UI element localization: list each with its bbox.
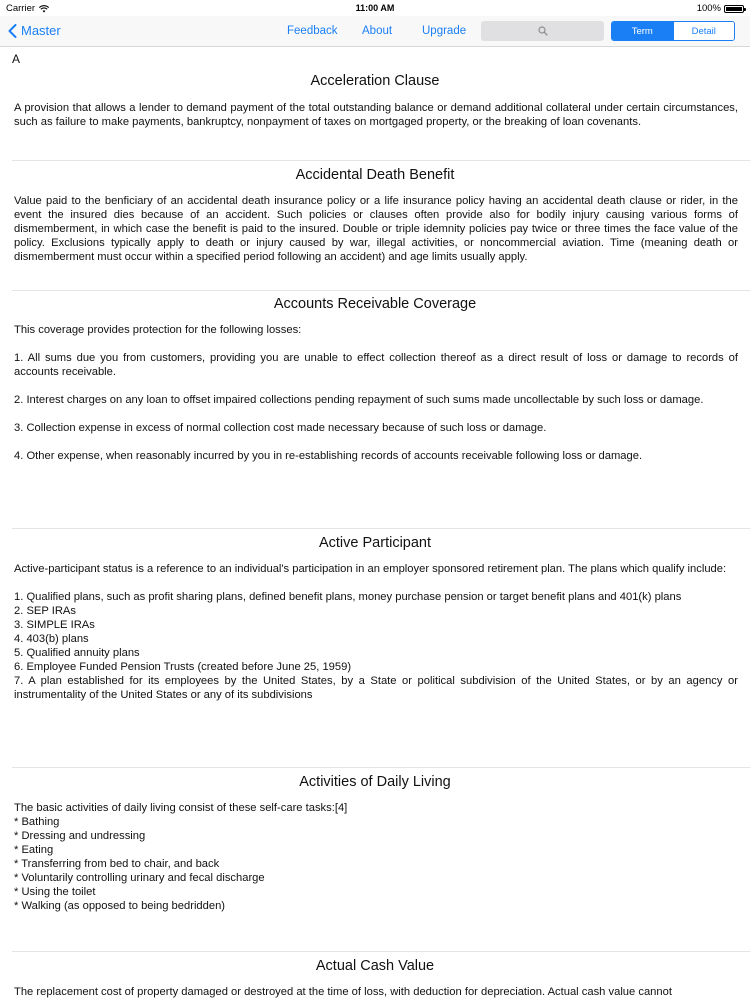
entry-title: Acceleration Clause xyxy=(310,73,440,89)
list-item: 3. SIMPLE IRAs xyxy=(14,619,95,631)
entry-paragraph: The replacement cost of property damaged or destroyed at the time of loss, with deduction for depreciation. Actual cash value cannot xyxy=(14,986,672,998)
section-letter: A xyxy=(12,52,21,66)
navigation-bar xyxy=(0,16,750,47)
entry-body xyxy=(14,801,738,913)
list-item: 4. 403(b) plans xyxy=(14,633,89,645)
carrier-label: Carrier xyxy=(6,3,36,14)
upgrade-link[interactable]: Upgrade xyxy=(422,25,467,37)
entry-paragraph: 2. Interest charges on any loan to offset impaired collections pending repayment of such sums made uncollectable by such loss or damage. xyxy=(14,394,704,406)
battery-icon xyxy=(724,5,744,13)
list-item: * Transferring from bed to chair, and back xyxy=(14,858,220,870)
list-item: * Eating xyxy=(14,844,54,856)
list-item: 7. A plan established for its employees by the United States, by a State or political subdivision of the United States, or by an agency or instrumentality of the United States or any of its subdivisions xyxy=(14,675,738,701)
entry-paragraph: This coverage provides protection for the following losses: xyxy=(14,324,302,336)
term-detail-segmented-control xyxy=(611,21,735,41)
status-bar xyxy=(0,0,750,16)
entry-paragraph: A provision that allows a lender to demand payment of the total outstanding balance or demand additional collateral under certain circumstances, such as failure to make payments, bankruptcy, nonpayment of taxes on mortgaged property, or the breaking of loan covenants. xyxy=(14,102,738,128)
entry-body xyxy=(14,101,738,129)
entry-paragraph: Value paid to the benficiary of an accidental death insurance policy or a life insurance policy having an accidental death clause or rider, in the event the insured dies because of an accident. Such policies or clauses often provide also for bodily injury causing various forms of dismemberment, in which case the benefit is paid to the insured. Double or triple idemnity policies pay twice or three times the face value of the policy. Exclusions typically apply to death or injury caused by war, illegal activities, or noncommercial aviation. Time (meaning death or dismemberment must occur within a specified period following an accident) and age limits usually apply. xyxy=(14,195,738,263)
entry-paragraph: 1. All sums due you from customers, providing you are unable to effect collection thereof as a direct result of loss or damage to records of accounts receivable. xyxy=(14,352,738,378)
list-item: * Walking (as opposed to being bedridden) xyxy=(14,900,226,912)
entry-title: Accidental Death Benefit xyxy=(295,167,455,183)
glossary-entry xyxy=(0,167,750,264)
list-item: * Dressing and undressing xyxy=(14,830,146,842)
entry-divider xyxy=(12,951,750,952)
list-item: 2. SEP IRAs xyxy=(14,605,76,617)
back-button-label: Master xyxy=(21,23,61,38)
entry-title: Active Participant xyxy=(318,535,432,551)
entry-body xyxy=(14,562,738,702)
glossary-entry xyxy=(0,774,750,913)
entry-divider xyxy=(12,528,750,529)
battery-indicator xyxy=(697,3,744,14)
search-icon xyxy=(538,26,548,36)
entry-paragraph: 3. Collection expense in excess of normal collection cost made necessary because of such loss or damage. xyxy=(14,422,547,434)
list-item: 1. Qualified plans, such as profit sharing plans, defined benefit plans, money purchase pension or target benefit plans and 401(k) plans xyxy=(14,591,682,603)
list-item: * Voluntarily controlling urinary and fecal discharge xyxy=(14,872,265,884)
segment-detail[interactable]: Detail xyxy=(673,22,735,40)
list-item: * Using the toilet xyxy=(14,886,96,898)
entry-paragraph: 4. Other expense, when reasonably incurred by you in re-establishing records of accounts receivable following loss or damage. xyxy=(14,450,643,462)
list-item: * Bathing xyxy=(14,816,60,828)
list-item: 5. Qualified annuity plans xyxy=(14,647,140,659)
search-input[interactable] xyxy=(481,21,604,41)
entry-divider xyxy=(12,767,750,768)
entry-body xyxy=(14,194,738,264)
entry-body xyxy=(14,323,738,463)
entry-title: Actual Cash Value xyxy=(315,958,435,974)
list-item: 6. Employee Funded Pension Trusts (created before June 25, 1959) xyxy=(14,661,352,673)
entry-divider xyxy=(12,160,750,161)
clock: 11:00 AM xyxy=(355,3,395,13)
segment-term[interactable]: Term xyxy=(612,22,673,40)
glossary-entry xyxy=(0,958,750,999)
back-button[interactable] xyxy=(8,23,61,38)
glossary-entry xyxy=(0,296,750,463)
entry-paragraph: The basic activities of daily living consist of these self-care tasks:[4] xyxy=(14,802,348,814)
entry-paragraph: Active-participant status is a reference to an individual's participation in an employer sponsored retirement plan. The plans which qualify include: xyxy=(14,563,727,575)
about-link[interactable]: About xyxy=(362,25,393,37)
entry-title: Activities of Daily Living xyxy=(299,774,451,790)
battery-percent: 100% xyxy=(696,3,721,14)
glossary-entry xyxy=(0,73,750,129)
entry-title: Accounts Receivable Coverage xyxy=(273,296,477,312)
chevron-left-icon xyxy=(8,24,17,38)
glossary-content[interactable] xyxy=(0,47,750,1000)
feedback-link[interactable]: Feedback xyxy=(287,25,338,37)
entry-body xyxy=(14,985,738,999)
glossary-entry xyxy=(0,535,750,702)
entry-divider xyxy=(12,290,750,291)
